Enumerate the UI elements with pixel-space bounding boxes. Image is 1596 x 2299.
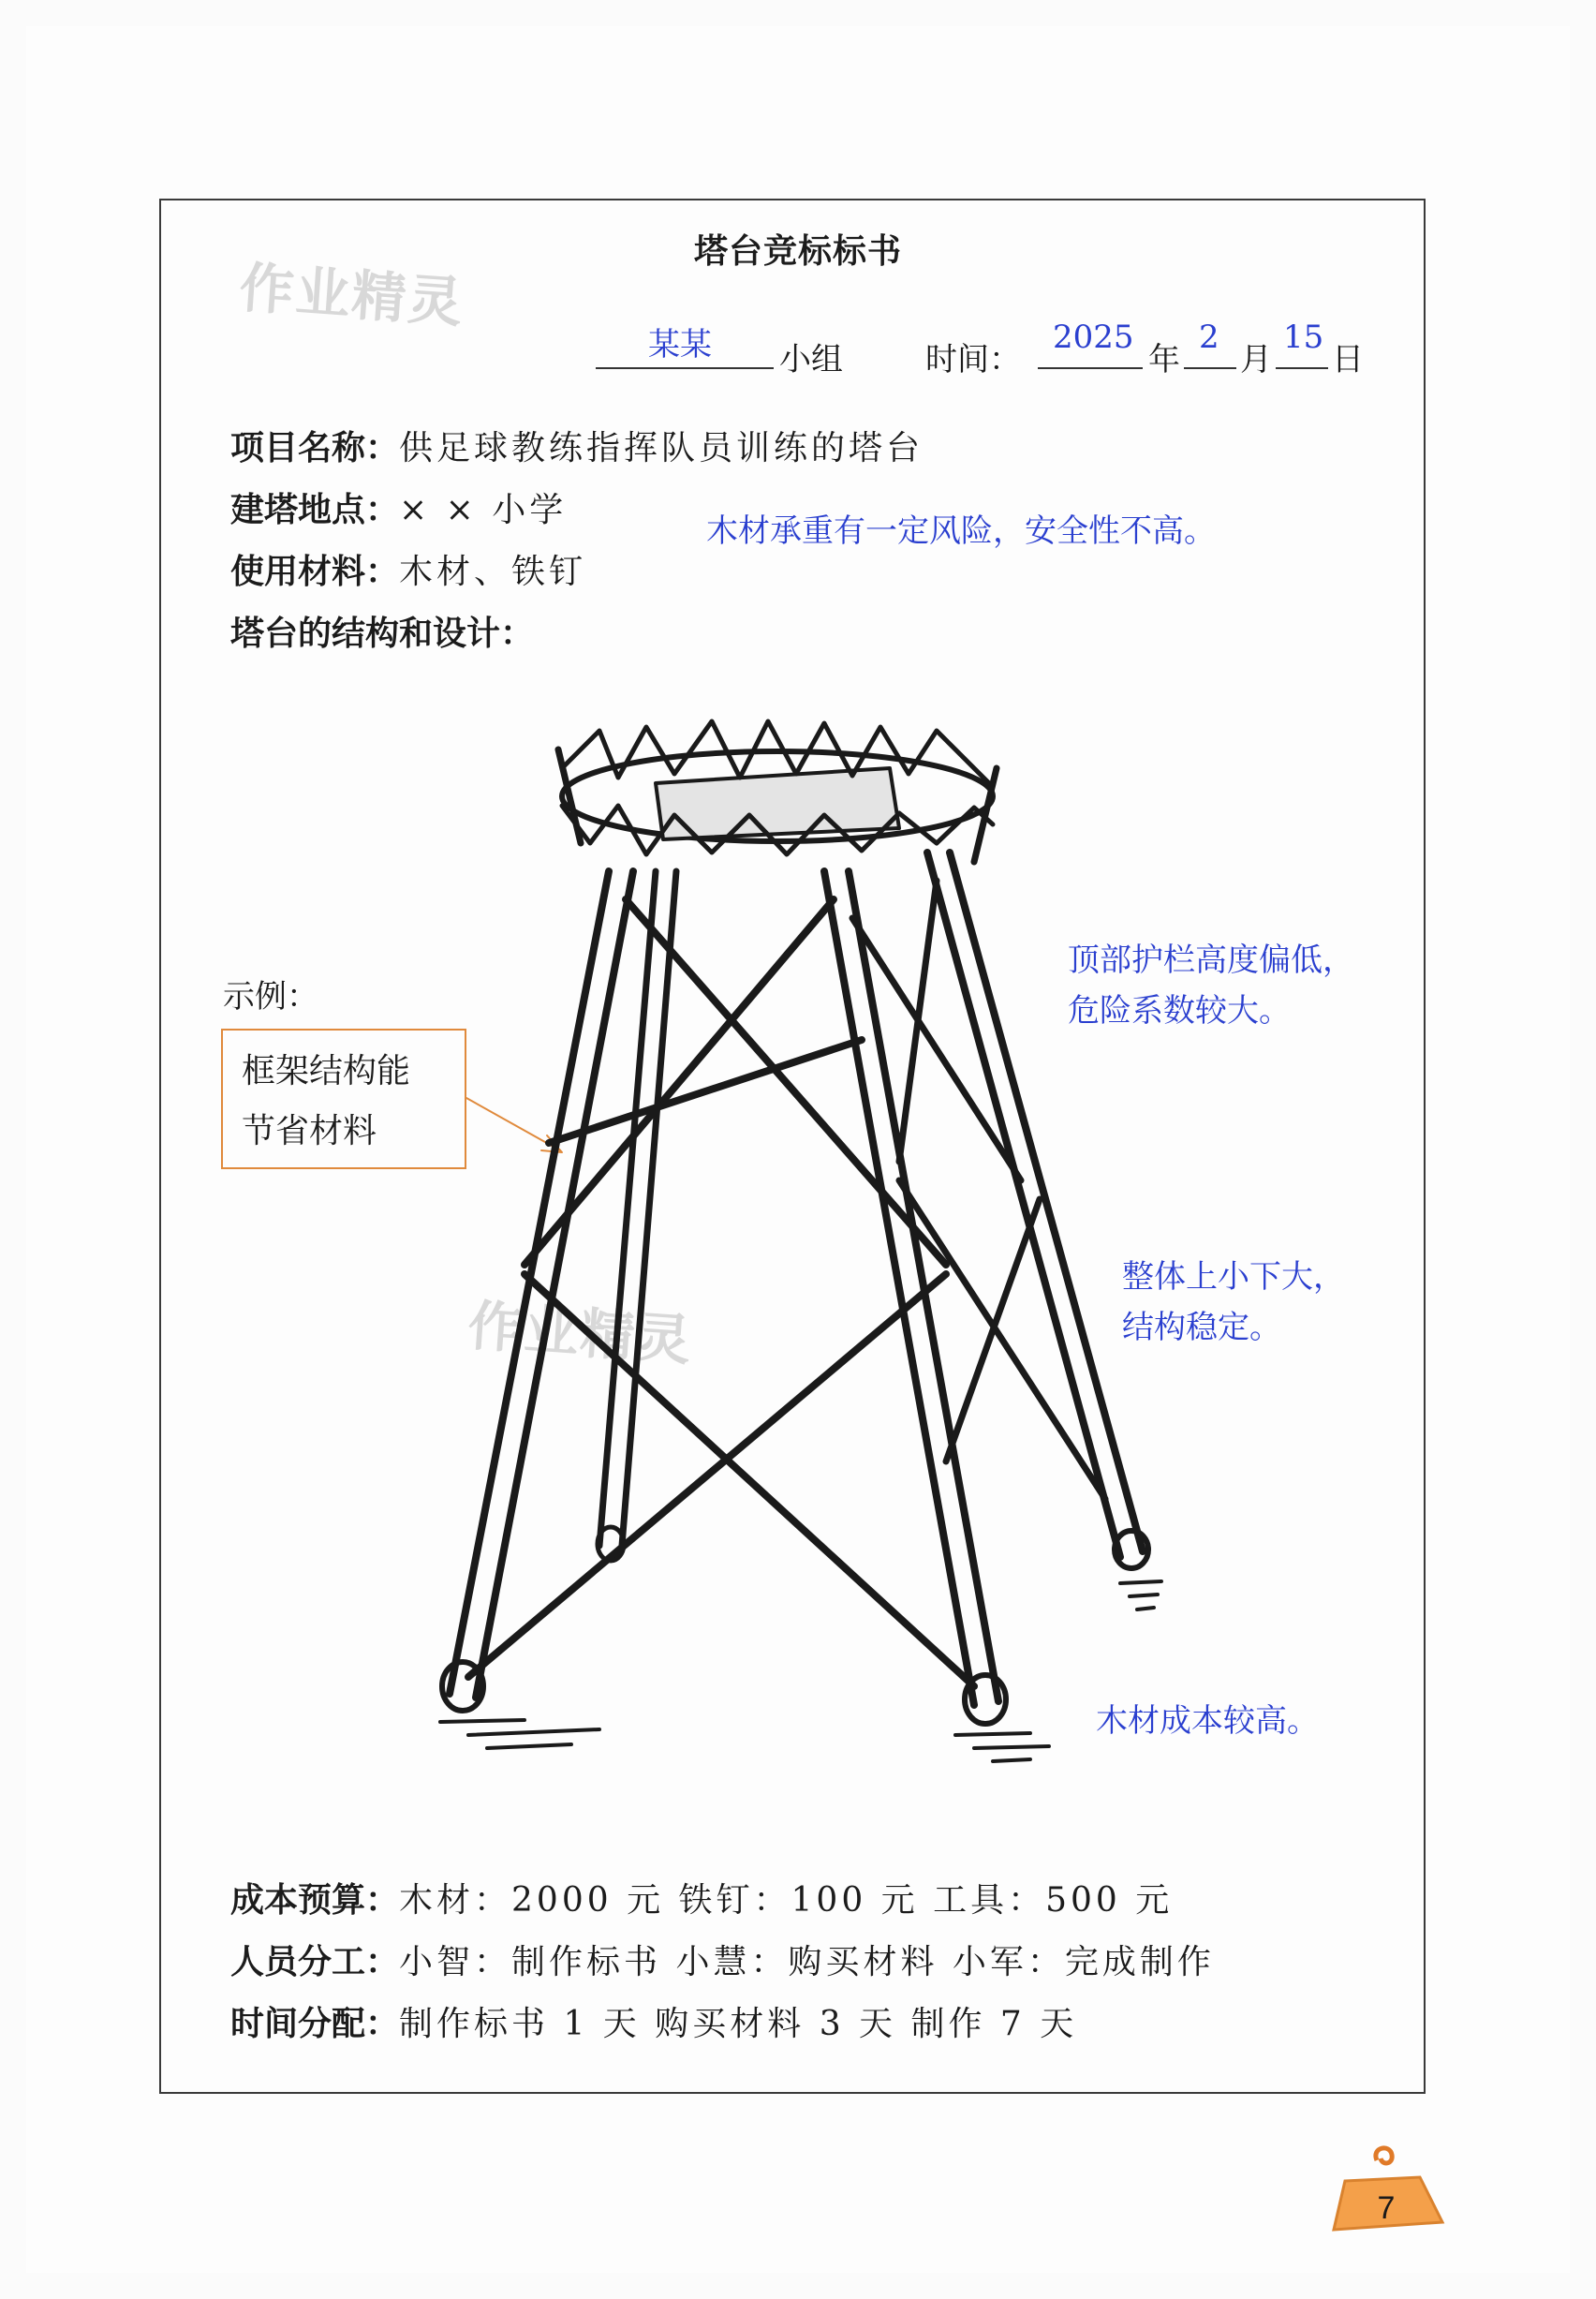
platform-deck bbox=[656, 768, 899, 839]
month-label: 月 bbox=[1240, 341, 1272, 378]
note-railing-line2: 危险系数较大。 bbox=[1068, 992, 1291, 1030]
ground-marks-right bbox=[955, 1733, 1049, 1761]
field-value: 木材、铁钉 bbox=[399, 553, 587, 591]
day-label: 日 bbox=[1332, 341, 1364, 378]
year-value: 2025 bbox=[1053, 319, 1134, 356]
field-value: 木材：2000 元 铁钉：100 元 工具：500 元 bbox=[399, 1881, 1174, 1920]
ground-marks-left bbox=[440, 1720, 599, 1748]
example-label: 示例： bbox=[223, 978, 318, 1016]
field-value: 制作标书 1 天 购买材料 3 天 制作 7 天 bbox=[399, 2005, 1078, 2043]
group-label: 小组 bbox=[779, 341, 843, 378]
time-label: 时间： bbox=[925, 341, 1021, 378]
watermark-top: 作业精灵 bbox=[237, 255, 466, 335]
note-cost: 木材成本较高。 bbox=[1096, 1702, 1319, 1740]
field-label: 人员分工： bbox=[230, 1943, 400, 1981]
field-label: 建塔地点： bbox=[230, 491, 400, 529]
document-title: 塔台竞标标书 bbox=[693, 232, 902, 271]
note-railing-line1: 顶部护栏高度偏低， bbox=[1068, 942, 1354, 979]
page-number-badge bbox=[1319, 2140, 1450, 2252]
field-label: 使用材料： bbox=[230, 553, 400, 591]
tower-drawing bbox=[440, 721, 1161, 1761]
note-structure-line2: 结构稳定。 bbox=[1122, 1309, 1281, 1346]
field-label: 项目名称： bbox=[230, 429, 400, 467]
group-value: 某某 bbox=[648, 326, 712, 363]
note-wood-risk: 木材承重有一定风险，安全性不高。 bbox=[706, 512, 1216, 550]
field-schedule bbox=[230, 1997, 1077, 2045]
field-roles bbox=[230, 1936, 1215, 1983]
example-line2: 节省材料 bbox=[242, 1112, 377, 1150]
leg-front-left bbox=[450, 871, 633, 1698]
day-value: 15 bbox=[1283, 319, 1324, 356]
field-label: 时间分配： bbox=[230, 2005, 400, 2043]
example-line1: 框架结构能 bbox=[242, 1052, 411, 1090]
ground-marks-back bbox=[1120, 1581, 1161, 1609]
year-label: 年 bbox=[1148, 341, 1180, 378]
field-label: 塔台的结构和设计： bbox=[230, 615, 535, 653]
note-structure-line1: 整体上小下大， bbox=[1122, 1258, 1345, 1296]
field-budget bbox=[230, 1874, 1173, 1921]
page-number: 7 bbox=[1377, 2190, 1396, 2226]
badge-loop-icon bbox=[1376, 2148, 1392, 2163]
field-value: 供足球教练指挥队员训练的塔台 bbox=[399, 429, 924, 467]
field-label: 成本预算： bbox=[230, 1881, 400, 1920]
watermark-middle: 作业精灵 bbox=[466, 1293, 695, 1373]
field-value: × × 小学 bbox=[399, 491, 568, 529]
field-value: 小智：制作标书 小慧：购买材料 小军：完成制作 bbox=[399, 1943, 1215, 1981]
month-value: 2 bbox=[1199, 319, 1219, 356]
